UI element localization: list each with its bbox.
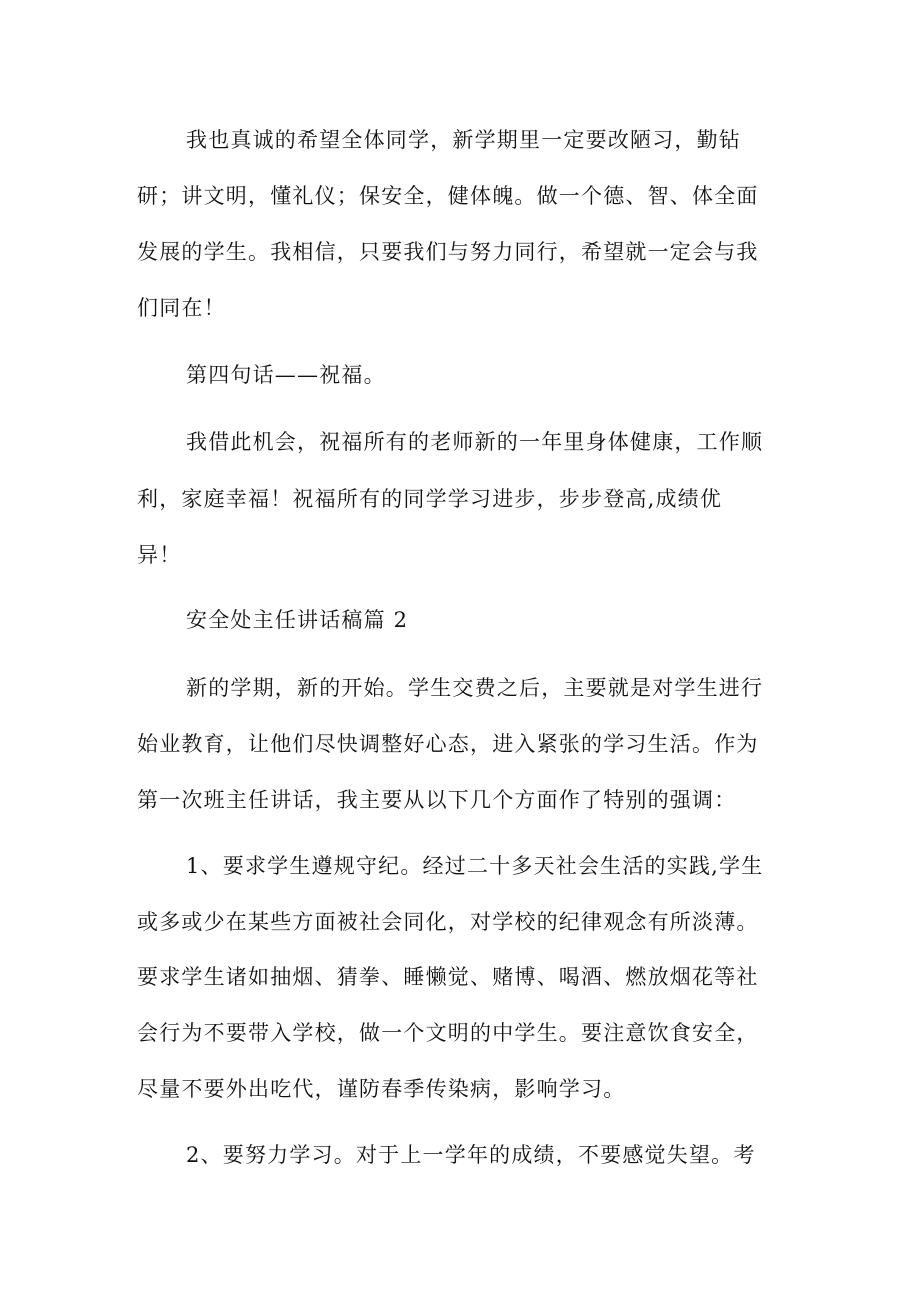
text-line: 1、要求学生遵规守纪。经过二十多天社会生活的实践,学生 <box>186 854 764 878</box>
text-line: 尽量不要外出吃代，谨防春季传染病，影响学习。 <box>137 1077 626 1101</box>
text-line: 利，家庭幸福！祝福所有的同学学习进步，步步登高,成绩优 <box>137 487 723 511</box>
text-line: 第一次班主任讲话，我主要从以下几个方面作了特别的强调： <box>137 788 737 812</box>
text-line: 我也真诚的希望全体同学，新学期里一定要改陋习，勤钻 <box>186 128 741 152</box>
text-line: 研；讲文明，懂礼仪；保安全，健体魄。做一个德、智、体全面 <box>137 184 759 208</box>
text-line: 异！ <box>137 543 182 567</box>
text-line: 发展的学生。我相信，只要我们与努力同行，希望就一定会与我 <box>137 240 759 264</box>
text-line: 或多或少在某些方面被社会同化，对学校的纪律观念有所淡薄。 <box>137 910 759 934</box>
text-line: 要求学生诸如抽烟、猜拳、睡懒觉、赌博、喝酒、燃放烟花等社 <box>137 965 759 989</box>
text-line: 会行为不要带入学校，做一个文明的中学生。要注意饮食安全， <box>137 1021 759 1045</box>
text-line: 我借此机会，祝福所有的老师新的一年里身体健康，工作顺 <box>186 430 764 454</box>
section-heading: 第四句话——祝福。 <box>186 363 386 387</box>
text-line: 2、要努力学习。对于上一学年的成绩，不要感觉失望。考 <box>186 1143 756 1167</box>
text-line: 新的学期，新的开始。学生交费之后，主要就是对学生进行 <box>186 676 764 700</box>
article-title: 安全处主任讲话稿篇 2 <box>186 608 409 632</box>
text-line: 们同在！ <box>137 296 226 320</box>
text-line: 始业教育，让他们尽快调整好心态，进入紧张的学习生活。作为 <box>137 732 759 756</box>
